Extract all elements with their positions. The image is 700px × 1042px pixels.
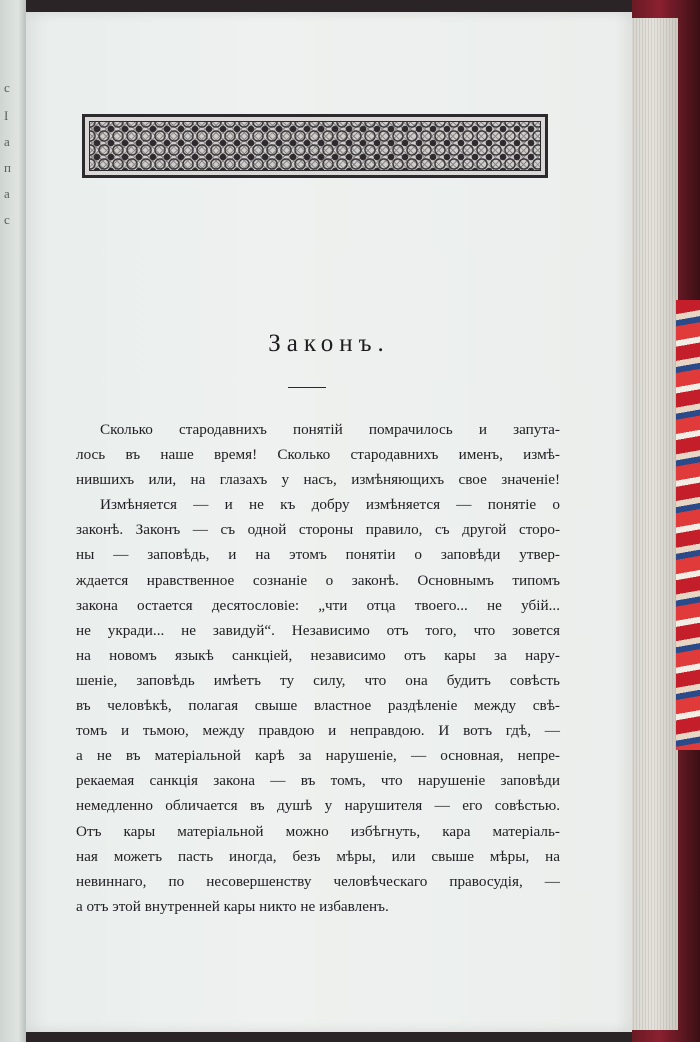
text-line: шеніе, заповѣдь имѣетъ ту силу, что она будитъ совѣсть — [76, 671, 560, 689]
text-line: невиннаго, по несовершенству человѣческаго правосудія, — — [76, 872, 560, 890]
book-page — [26, 12, 632, 1032]
text-line: томъ и тьмою, между правдою и неправдою. И вотъ гдѣ, — — [76, 722, 560, 740]
text-line: а отъ этой внутренней кары никто не избавленъ. — [76, 897, 389, 915]
text-line: законѣ. Законъ — съ одной стороны правило, съ другой сторо- — [76, 521, 560, 539]
left-page-fragment: I — [4, 108, 9, 123]
text-line: нившихъ или, на глазахъ у насъ, измѣняющихъ свое значеніе! — [76, 471, 560, 489]
chapter-title: Законъ. — [268, 330, 390, 357]
body-text — [76, 417, 560, 919]
text-line: Измѣняется — и не къ добру измѣняется — понятіе о — [100, 496, 560, 514]
left-page-edge — [0, 0, 26, 1042]
text-line: рекаемая санкція закона — въ томъ, что нарушеніе заповѣди — [76, 772, 560, 790]
title-rule — [288, 387, 326, 388]
text-line: ны — заповѣдь, и на этомъ понятіи о заповѣди утвер- — [76, 546, 560, 564]
left-page-fragment: а — [4, 186, 10, 201]
left-page-fragment: а — [4, 134, 10, 149]
page-block-edges — [630, 18, 678, 1030]
text-line: лось въ наше время! Сколько стародавнихъ именъ, измѣ- — [76, 446, 560, 464]
text-line: на новомъ языкѣ санкціей, независимо отъ кары за нару- — [76, 646, 560, 664]
left-page-fragment: с — [4, 212, 10, 227]
text-line: Отъ кары матеріальной можно избѣгнуть, кара матеріаль- — [76, 822, 560, 840]
text-line: а не въ матеріальной карѣ за нарушеніе, — основная, непре- — [76, 747, 560, 765]
text-line: ждается нравственное сознаніе о законѣ. Основнымъ типомъ — [76, 571, 560, 589]
text-line: немедленно обличается въ душѣ у нарушителя — его совѣстью. — [76, 797, 560, 815]
left-page-fragment: п — [4, 160, 11, 175]
text-line: Сколько стародавнихъ понятій помрачилось и запута- — [100, 421, 560, 438]
headpiece-pattern — [89, 121, 541, 171]
marbled-endpaper — [676, 300, 700, 750]
text-line: закона остается десятословіе: „чти отца твоего... не убій... — [76, 596, 560, 614]
text-line: не укради... не завидуй“. Независимо отъ того, что зовется — [76, 621, 560, 639]
decorative-headpiece — [82, 114, 548, 178]
text-line: въ человѣкѣ, полагая свыше властное раздѣленіе между свѣ- — [76, 697, 560, 715]
text-line: ная можетъ пасть иногда, безъ мѣры, или свыше мѣры, на — [76, 847, 560, 865]
left-page-fragment: с — [4, 80, 10, 95]
